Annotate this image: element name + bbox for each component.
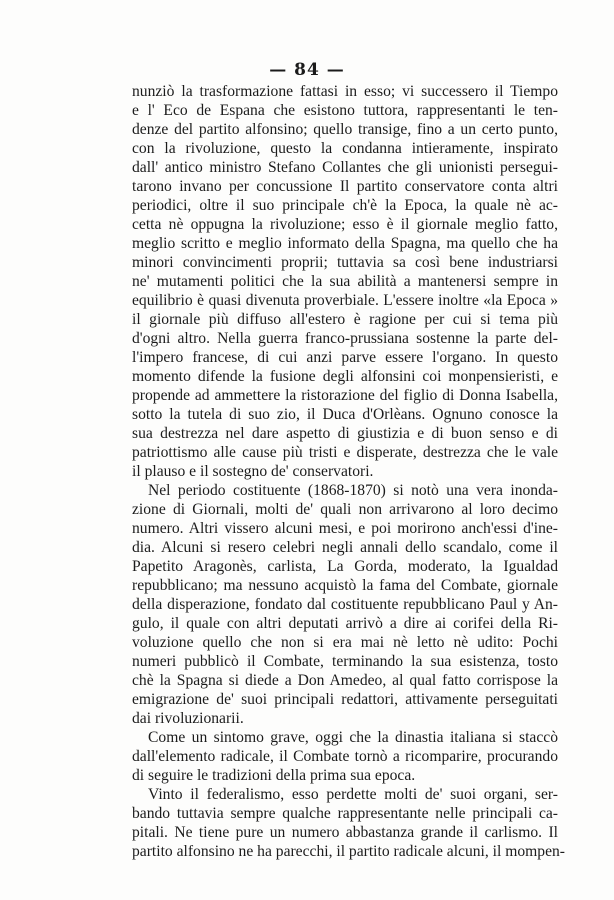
text-line: Come un sintomo grave, oggi che la dinastia italiana si staccò [148, 729, 558, 746]
text-line: di seguire le tradizioni della prima sua epoca. [132, 767, 416, 784]
text-line: dall' antico ministro Stefano Collantes che gli unionisti persegui- [132, 159, 558, 176]
text-line: sua destrezza nel dare aspetto di giustizia e di buon senso e di [132, 425, 558, 442]
text-line: numero. Altri vissero alcuni mesi, e poi morirono anch'essi d'ine- [132, 520, 558, 537]
text-line: momento difende la fusione degli alfonsini coi monpensieristi, e [132, 368, 558, 385]
text-line: denze del partito alfonsino; quello transige, fino a un certo punto, [132, 121, 558, 138]
text-line: il giornale più diffuso all'estero è ragione per cui si tema più [132, 311, 558, 328]
text-line: Nel periodo costituente (1868-1870) si notò una vera inonda- [148, 482, 558, 499]
text-line: chè la Spagna si diede a Don Amedeo, al qual fatto corrispose la [132, 672, 558, 689]
page-number: — 84 — [269, 60, 345, 80]
text-line: ne' mutamenti politici che la sua abilità a mantenersi sempre in [132, 273, 558, 290]
text-line: gulo, il quale con altri deputati arrivò a dire ai corifei della Ri- [132, 615, 558, 632]
text-line: Papetito Aragonès, carlista, La Gorda, moderato, la Igualdad [132, 558, 558, 575]
text-line: numeri pubblicò il Combate, terminando la sua esistenza, tosto [132, 653, 558, 670]
text-line: minori convincimenti proprii; tuttavia sa così bene industriarsi [132, 254, 558, 271]
text-line: nunziò la trasformazione fattasi in esso; vi successero il Tiempo [132, 83, 558, 100]
text-line: Vinto il federalismo, esso perdette molti de' suoi organi, ser- [148, 786, 558, 803]
text-line: cetta nè oppugna la rivoluzione; esso è il giornale meglio fatto, [132, 216, 558, 233]
text-line: repubblicano; ma nessuno acquistò la fama del Combate, giornale [132, 577, 558, 594]
text-line: partito alfonsino ne ha parecchi, il partito radicale alcuni, il mompen- [132, 843, 566, 860]
text-line: patriottismo alle cause più tristi e disperate, destrezza che le vale [132, 444, 558, 461]
text-line: periodici, oltre il suo principale ch'è la Epoca, la quale nè ac- [132, 197, 558, 214]
text-line: dall'elemento radicale, il Combate tornò a ricomparire, procurando [132, 748, 558, 765]
text-line: equilibrio è quasi divenuta proverbiale. L'essere inoltre «la Epoca » [132, 292, 558, 309]
text-line: emigrazione de' suoi principali redattori, attivamente perseguitati [132, 691, 558, 708]
body-text [132, 82, 566, 861]
text-line: zione di Giornali, molti de' quali non arrivarono al loro decimo [132, 501, 558, 518]
text-line: dai rivoluzionarii. [132, 710, 244, 727]
text-line: bando tuttavia sempre qualche rappresentante nelle principali ca- [132, 805, 558, 822]
text-line: della disperazione, fondato dal costituente repubblicano Paul y An- [132, 596, 558, 613]
text-line: voluzione quello che non si era mai nè letto nè udito: Pochi [132, 634, 558, 651]
text-line: pitali. Ne tiene pure un numero abbastanza grande il carlismo. Il [132, 824, 558, 841]
text-line: dia. Alcuni si resero celebri negli annali dello scandalo, come il [132, 539, 558, 556]
text-line: con la rivoluzione, questo la condanna intieramente, inspirato [132, 140, 558, 157]
text-line: e l' Eco de Espana che esistono tuttora, rappresentanti le ten- [132, 102, 558, 119]
text-line: l'impero francese, di cui anzi parve essere l'organo. In questo [132, 349, 558, 366]
text-line: tarono invano per concussione Il partito conservatore conta altri [132, 178, 558, 195]
text-line: il plauso e il sostegno de' conservatori. [132, 463, 374, 480]
text-line: meglio scritto e meglio informato della Spagna, ma quello che ha [132, 235, 558, 252]
text-line: propende ad ammettere la ristorazione del figlio di Donna Isabella, [132, 387, 558, 404]
text-line: d'ogni altro. Nella guerra franco-prussiana sostenne la parte del- [132, 330, 558, 347]
text-line: sotto la tutela di suo zio, il Duca d'Orlèans. Ognuno conosce la [132, 406, 558, 423]
